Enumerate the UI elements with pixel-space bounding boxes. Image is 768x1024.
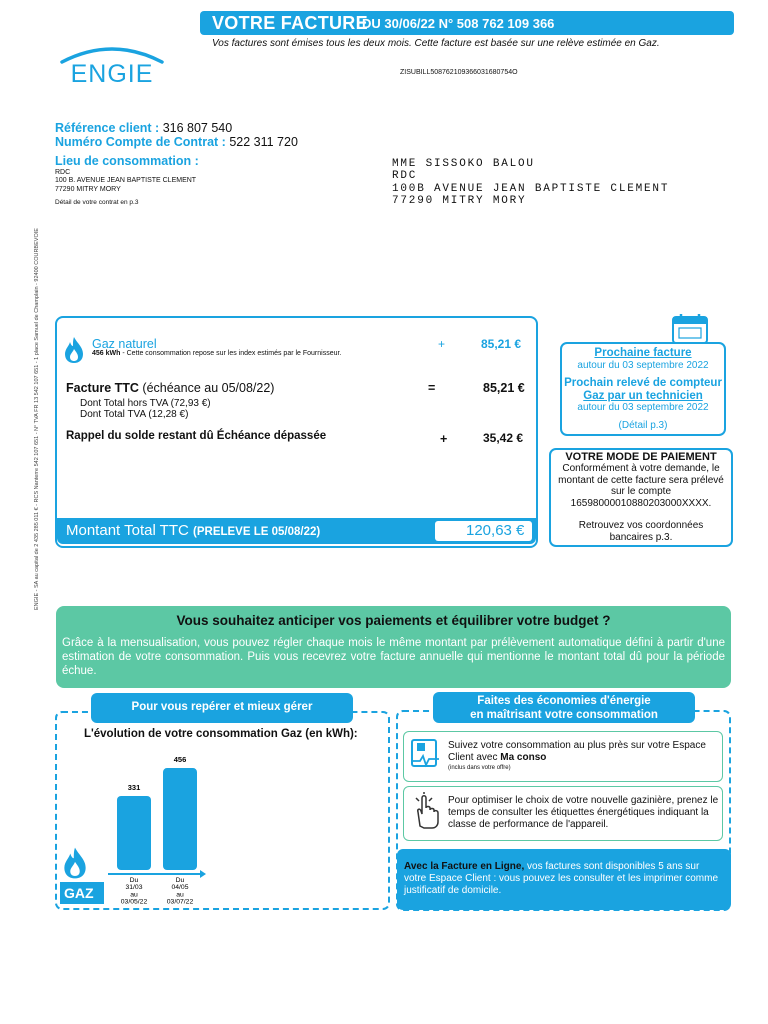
x-tick-label: au: [176, 891, 184, 899]
gas-flame-icon: [63, 336, 85, 364]
bar: [163, 768, 197, 870]
gas-line-label: Gaz naturel: [92, 337, 157, 351]
invoice-number: DU 30/06/22 N° 508 762 109 366: [362, 16, 555, 31]
calendar-icon: [670, 312, 710, 346]
invoice-ttc-label: Facture TTC (échéance au 05/08/22): [66, 381, 275, 395]
payment-bank-note: Retrouvez vos coordonnées bancaires p.3.: [578, 520, 704, 543]
next-reading-title: Prochain relevé de compteur: [564, 377, 722, 389]
bar-value-label: 331: [127, 782, 141, 792]
next-reading-subtitle: Gaz par un technicien: [583, 390, 703, 402]
schedule-detail-link: (Détail p.3): [618, 420, 668, 431]
payment-method-text: Conformément à votre demande, le montant de cette facture sera prélevé sur le compte 16598000010880203000XXXX.: [558, 463, 724, 509]
total-ht: Dont Total hors TVA (72,93 €): [80, 398, 211, 409]
x-tick-label: 03/05/22: [120, 898, 148, 905]
overdue-balance-label: Rappel du solde restant dû Échéance dépassée: [66, 430, 327, 442]
recipient-line: RDC: [392, 170, 418, 182]
logo-text: ENGIE: [70, 60, 154, 88]
recipient-line: 77290 MITRY MORY: [392, 195, 527, 207]
x-axis-arrow: [200, 870, 206, 878]
consumption-address-line: 100 B. AVENUE JEAN BAPTISTE CLEMENT: [55, 177, 197, 184]
invoice-ttc-amount: 85,21 €: [483, 381, 525, 395]
recipient-line: 100B AVENUE JEAN BAPTISTE CLEMENT: [392, 183, 670, 195]
online-invoice-text: Avec la Facture en Ligne, vos factures sont disponibles 5 ans sur votre Espace Client : vous pouvez les consulter et les imprimer comme justificatif de domicile.: [404, 861, 719, 896]
hand-pointer-icon: [410, 792, 444, 832]
bar-value-label: 456: [173, 755, 187, 765]
next-reading-date: autour du 03 septembre 2022: [577, 402, 709, 413]
total-tva: Dont Total TVA (12,28 €): [80, 409, 189, 420]
tip-energy-label-text: Pour optimiser le choix de votre nouvelle gazinière, prenez le temps de consulter les étiquettes énergétiques indiquant la classe de performance de l'appareil.: [448, 795, 719, 830]
document-id: ZISUBILL508762109366031680754O: [400, 69, 518, 76]
overdue-balance-sign: +: [440, 432, 448, 446]
invoice-note: Vos factures sont émises tous les deux mois. Cette facture est basée sur une relève estimée en Gaz.: [212, 38, 660, 49]
next-invoice-date: autour du 03 septembre 2022: [577, 360, 709, 371]
consumption-place-label: Lieu de consommation :: [55, 154, 199, 168]
x-tick-label: Du: [175, 877, 185, 884]
recipient-line: MME SISSOKO BALOU: [392, 158, 535, 170]
bar: [117, 796, 151, 870]
invoice-ttc-sign: =: [428, 381, 436, 395]
savings-panel-tab-label: Faites des économies d'énergie en maîtrisant votre consommation: [470, 695, 658, 721]
contract-detail-note: Détail de votre contrat en p.3: [55, 199, 139, 206]
tip-ma-conso-text: Suivez votre consommation au plus près sur votre Espace Client avec Ma conso: [448, 740, 706, 763]
x-tick-label: 04/05: [171, 884, 189, 892]
engie-logo: [56, 44, 168, 88]
invoice-title: VOTRE FACTURE: [212, 13, 368, 33]
consumption-address-line: RDC: [55, 169, 71, 176]
consumption-panel-tab-label: Pour vous repérer et mieux gérer: [131, 701, 313, 713]
next-invoice-title: Prochaine facture: [594, 347, 692, 359]
legal-mentions: ENGIE - SA au capital de 2 435 285 011 € - RCS Nanterre 542 107 651 - N° TVA FR 13 542 107 651 - 1 place Samuel de Champlain - 92400 COURBEVOIE: [34, 228, 40, 610]
gas-sign: +: [438, 337, 446, 351]
client-reference: Référence client : 316 807 540: [55, 121, 233, 135]
gas-consumption: 456 kWh - Cette consommation repose sur les index estimés par le Fournisseur.: [92, 350, 342, 357]
total-label: Montant Total TTC (PRELEVE LE 05/08/22): [66, 522, 321, 539]
chart-title: L'évolution de votre consommation Gaz (en kWh):: [84, 728, 358, 740]
gas-amount: 85,21 €: [481, 337, 522, 351]
overdue-balance-amount: 35,42 €: [483, 431, 524, 445]
total-amount: 120,63 €: [466, 522, 525, 539]
budget-banner-text: Grâce à la mensualisation, vous pouvez régler chaque mois le même montant par prélèvement automatique défini à partir d'une estimation de votre consommation. Puis vous recevrez votre facture annuelle qui mentionne le montant total dû pour la période échue.: [62, 637, 725, 677]
tip-ma-conso-note: (inclus dans votre offre): [448, 765, 511, 771]
consumption-chart: [60, 745, 220, 905]
x-tick-label: Du: [129, 877, 139, 884]
gas-tag-label: GAZ: [64, 885, 94, 901]
payment-method-title: VOTRE MODE DE PAIEMENT: [565, 451, 717, 463]
budget-banner-title: Vous souhaitez anticiper vos paiements et équilibrer votre budget ?: [176, 613, 611, 628]
x-tick-label: 03/07/22: [166, 898, 194, 905]
contract-account: Numéro Compte de Contrat : 522 311 720: [55, 135, 298, 149]
consumption-tracking-icon: [409, 737, 443, 773]
gas-flame-icon: [62, 846, 88, 880]
x-tick-label: 31/03: [125, 884, 143, 892]
x-tick-label: au: [130, 891, 138, 899]
consumption-address-line: 77290 MITRY MORY: [55, 186, 121, 193]
